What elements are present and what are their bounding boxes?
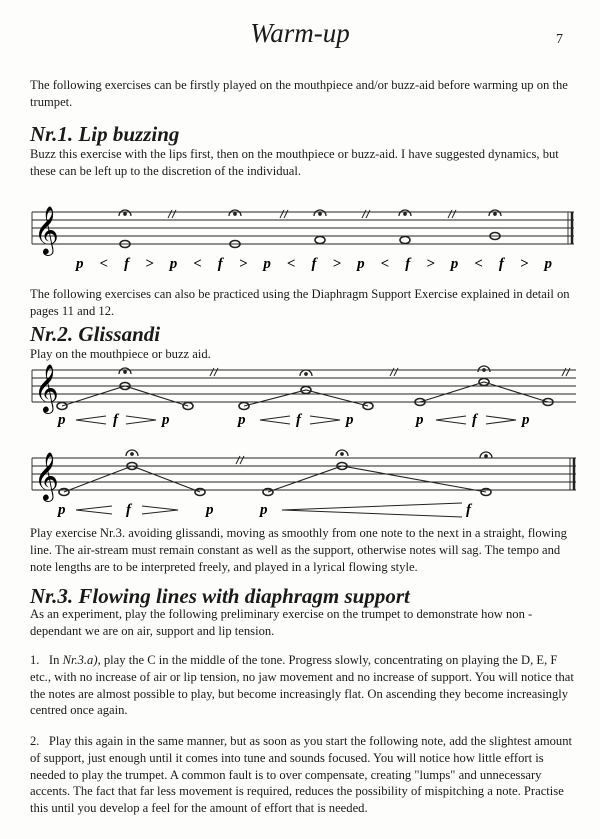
- whole-notes: [120, 233, 500, 248]
- section-3-item-2: [30, 733, 575, 817]
- section-3-heading: Nr.3. Flowing lines with diaphragm support: [30, 584, 410, 608]
- item-2-text: Play this again in the same manner, but as soon as you start the following note, add the slightest amount of support, just enough until it comes into tune and sounds focused. You will notice how little effort is needed to play the trumpet. A common fault is to over compensate, creating "lumps" and unnecessary accents. The fact that far less movement is required, reduces the possibility of mispitching a note. Practise this until you develop a feel for the amount of effort that is needed.: [30, 734, 573, 816]
- svg-text:p: p: [58, 412, 66, 428]
- svg-text:p: p: [238, 412, 246, 428]
- dynamic-markings: [56, 502, 473, 518]
- breath-marks: [236, 456, 244, 464]
- glissando-lines: [64, 466, 486, 492]
- svg-text:p: p: [260, 502, 268, 518]
- treble-clef-icon: 𝄞: [34, 205, 59, 254]
- glissandi-staff-1: [0, 362, 600, 434]
- page-number: 7: [556, 32, 563, 47]
- hairpins: [76, 503, 462, 517]
- item-2-number: 2.: [30, 734, 40, 748]
- fermata-icon: [119, 366, 490, 376]
- fermata-icon: [119, 210, 501, 216]
- glissandi-instructions: Play exercise Nr.3. avoiding glissandi, moving as smoothly from one note to the next in a straight, flowing line. The air-stream must remain constant as well as the support, otherwise notes will sag. The tempo and note lengths are to be interpreted freely, and played in a lyrical flowing style.: [30, 526, 567, 574]
- svg-text:f: f: [296, 412, 301, 428]
- section-2-text: Play on the mouthpiece or buzz aid.: [30, 347, 211, 361]
- section-3-intro: As an experiment, play the following preliminary exercise on the trumpet to demonstrate how non - dependant we are on air, support and lip tension.: [30, 607, 533, 638]
- item-1-pre: In: [48, 653, 60, 667]
- section-3-item-1: [30, 652, 575, 719]
- treble-clef-icon: 𝄞: [34, 451, 59, 500]
- section-1-text: Buzz this exercise with the lips first, then on the mouthpiece or buzz-aid. I have suggested dynamics, but these can be left up to the discretion of the individual.: [30, 147, 559, 178]
- lip-buzzing-staff: [0, 196, 600, 278]
- treble-clef-icon: 𝄞: [34, 363, 59, 412]
- svg-text:p: p: [58, 502, 66, 518]
- item-1-text: , play the C in the middle of the tone. Progress slowly, concentrating on playing the D, E, F etc., with no increase of air or lip tension, no jaw movement and no increase of support. You will notice that the notes are almost possible to play, but become increasingly flat. On ascending they become increasingly centred once again.: [30, 653, 574, 718]
- section-2-heading: Nr.2. Glissandi: [30, 322, 161, 346]
- svg-text:p: p: [522, 412, 530, 428]
- item-1-reference: Nr.3.a): [62, 653, 98, 667]
- svg-text:f: f: [126, 502, 131, 518]
- breath-marks: [210, 368, 570, 376]
- between-paragraph: The following exercises can also be practiced using the Diaphragm Support Exercise explained in detail on pages 11 and 12.: [30, 287, 570, 318]
- dynamic-markings: [56, 412, 530, 428]
- page-title: Warm-up: [250, 18, 350, 48]
- svg-text:f: f: [472, 412, 477, 428]
- lip-buzzing-dynamics: p < f > p < f > p < f > p < f > p < f > p: [76, 256, 552, 272]
- breath-marks: [168, 210, 456, 218]
- svg-text:p: p: [162, 412, 170, 428]
- intro-paragraph: The following exercises can be firstly played on the mouthpiece and/or buzz-aid before warming up on the trumpet.: [30, 78, 568, 109]
- fermata-icon: [126, 450, 492, 458]
- svg-text:p: p: [206, 502, 214, 518]
- whole-notes: [59, 463, 491, 496]
- section-1-heading: Nr.1. Lip buzzing: [30, 122, 180, 146]
- svg-text:f: f: [113, 412, 118, 428]
- svg-text:p: p: [346, 412, 354, 428]
- svg-text:f: f: [466, 502, 471, 518]
- svg-text:p: p: [416, 412, 424, 428]
- item-1-number: 1.: [30, 653, 40, 667]
- glissandi-staff-2: [0, 448, 600, 520]
